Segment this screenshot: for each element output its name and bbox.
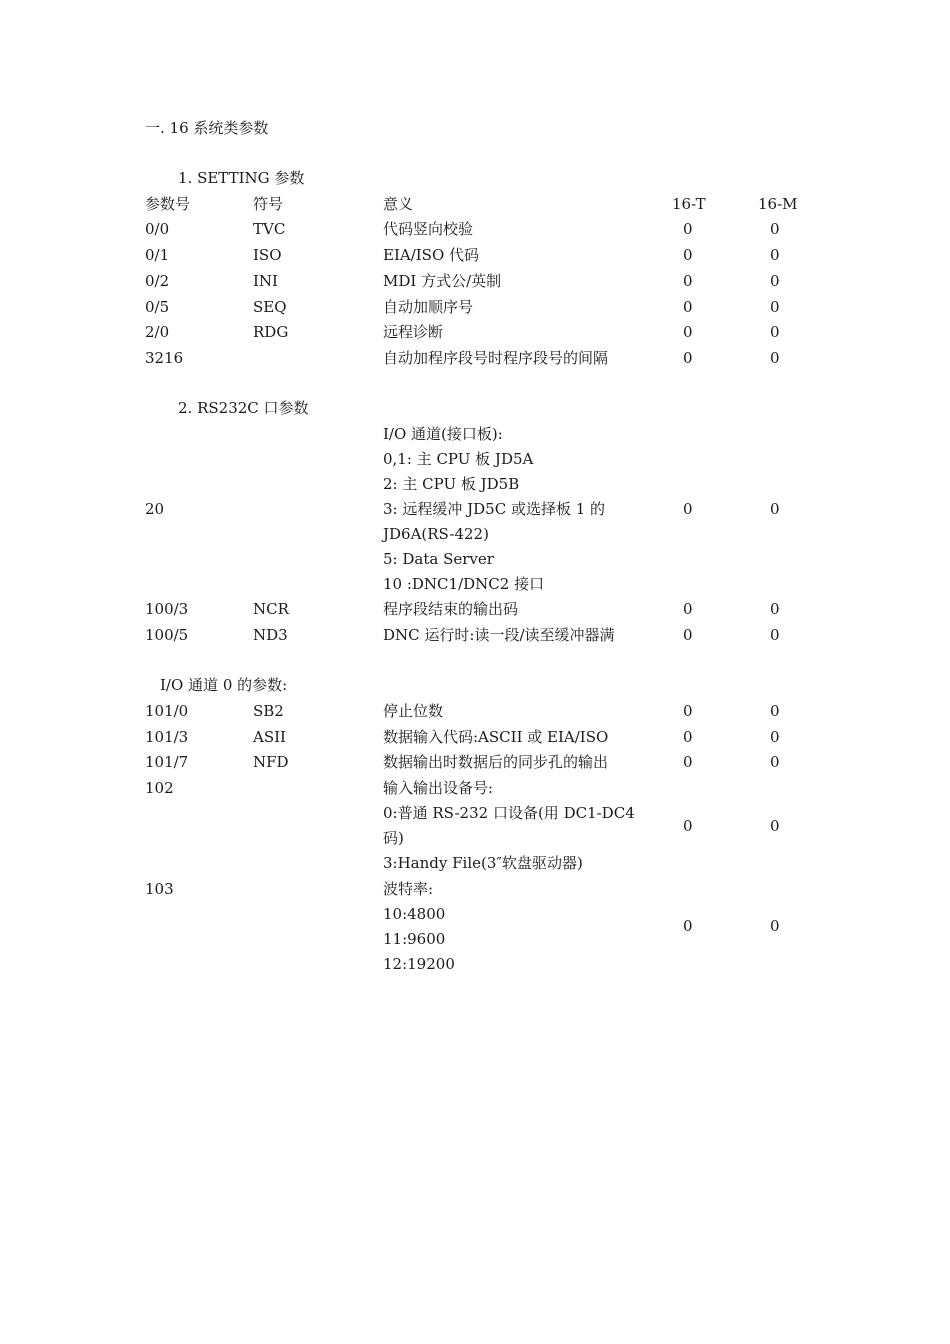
param-symbol: NCR [253, 600, 289, 618]
param-symbol: SB2 [253, 702, 284, 720]
value-16m: 0 [770, 817, 780, 835]
param102-line: 3:Handy File(3″软盘驱动器) [383, 854, 583, 872]
param-symbol: INI [253, 272, 278, 290]
value-16t: 0 [683, 728, 693, 746]
param-meaning: 数据输入代码:ASCII 或 EIA/ISO [383, 728, 609, 746]
param102-line: 码) [383, 829, 404, 847]
param-meaning: MDI 方式公/英制 [383, 272, 502, 290]
value-16m: 0 [770, 753, 780, 771]
io0-title: I/O 通道 0 的参数: [160, 676, 288, 694]
value-16m: 0 [770, 349, 780, 367]
param-meaning: 自动加顺序号 [383, 298, 474, 316]
param103-line: 10:4800 [383, 905, 446, 923]
param102-line: 输入输出设备号: [383, 779, 494, 797]
param-symbol: SEQ [253, 298, 287, 316]
param-number: 103 [145, 880, 174, 898]
param20-line: 0,1: 主 CPU 板 JD5A [383, 450, 534, 468]
param-symbol: TVC [253, 220, 286, 238]
param-number: 0/0 [145, 220, 170, 238]
value-16m: 0 [770, 600, 780, 618]
param-number: 20 [145, 500, 165, 518]
param102-line: 0:普通 RS-232 口设备(用 DC1-DC4 [383, 804, 635, 822]
header-meaning: 意义 [383, 195, 414, 213]
param-number: 100/3 [145, 600, 189, 618]
value-16m: 0 [770, 323, 780, 341]
value-16t: 0 [683, 349, 693, 367]
param-symbol: ND3 [253, 626, 288, 644]
value-16t: 0 [683, 246, 693, 264]
param-symbol: RDG [253, 323, 289, 341]
param20-line: 10 :DNC1/DNC2 接口 [383, 575, 545, 593]
param-meaning: DNC 运行时:读一段/读至缓冲器满 [383, 626, 615, 644]
param-number: 101/0 [145, 702, 189, 720]
param-symbol: ASII [253, 728, 286, 746]
value-16t: 0 [683, 272, 693, 290]
param-number: 101/7 [145, 753, 189, 771]
header-16m: 16-M [758, 195, 798, 213]
param-number: 102 [145, 779, 174, 797]
param-symbol: NFD [253, 753, 289, 771]
value-16t: 0 [683, 323, 693, 341]
param103-line: 波特率: [383, 880, 434, 898]
param-number: 0/1 [145, 246, 170, 264]
value-16m: 0 [770, 500, 780, 518]
param-number: 101/3 [145, 728, 189, 746]
value-16t: 0 [683, 702, 693, 720]
setting-title: 1. SETTING 参数 [178, 169, 305, 187]
param20-line: I/O 通道(接口板): [383, 425, 503, 443]
value-16m: 0 [770, 702, 780, 720]
value-16m: 0 [770, 298, 780, 316]
header-symbol: 符号 [253, 195, 284, 213]
param20-line: JD6A(RS-422) [383, 525, 489, 543]
param103-line: 12:19200 [383, 955, 455, 973]
param-number: 2/0 [145, 323, 170, 341]
param-meaning: 代码竖向校验 [383, 220, 474, 238]
param-meaning: 自动加程序段号时程序段号的间隔 [383, 349, 609, 367]
rs232-title: 2. RS232C 口参数 [178, 399, 309, 417]
value-16t: 0 [683, 753, 693, 771]
param-number: 100/5 [145, 626, 189, 644]
value-16m: 0 [770, 626, 780, 644]
param-symbol: ISO [253, 246, 282, 264]
value-16t: 0 [683, 298, 693, 316]
param-number: 0/5 [145, 298, 170, 316]
param20-line: 2: 主 CPU 板 JD5B [383, 475, 520, 493]
param-meaning: 停止位数 [383, 702, 444, 720]
value-16m: 0 [770, 917, 780, 935]
value-16t: 0 [683, 626, 693, 644]
value-16t: 0 [683, 817, 693, 835]
param20-line: 5: Data Server [383, 550, 494, 568]
value-16m: 0 [770, 272, 780, 290]
value-16t: 0 [683, 500, 693, 518]
param103-line: 11:9600 [383, 930, 446, 948]
param-meaning: 数据输出时数据后的同步孔的输出 [383, 753, 609, 771]
header-16t: 16-T [672, 195, 706, 213]
param-meaning: EIA/ISO 代码 [383, 246, 480, 264]
section-title: 一. 16 系统类参数 [145, 119, 269, 137]
value-16t: 0 [683, 917, 693, 935]
param-meaning: 程序段结束的输出码 [383, 600, 519, 618]
value-16t: 0 [683, 220, 693, 238]
value-16m: 0 [770, 246, 780, 264]
param-number: 0/2 [145, 272, 170, 290]
value-16t: 0 [683, 600, 693, 618]
param-meaning: 远程诊断 [383, 323, 444, 341]
header-param-number: 参数号 [145, 195, 191, 213]
param-number: 3216 [145, 349, 184, 367]
param20-line: 3: 远程缓冲 JD5C 或选择板 1 的 [383, 500, 606, 518]
value-16m: 0 [770, 728, 780, 746]
value-16m: 0 [770, 220, 780, 238]
